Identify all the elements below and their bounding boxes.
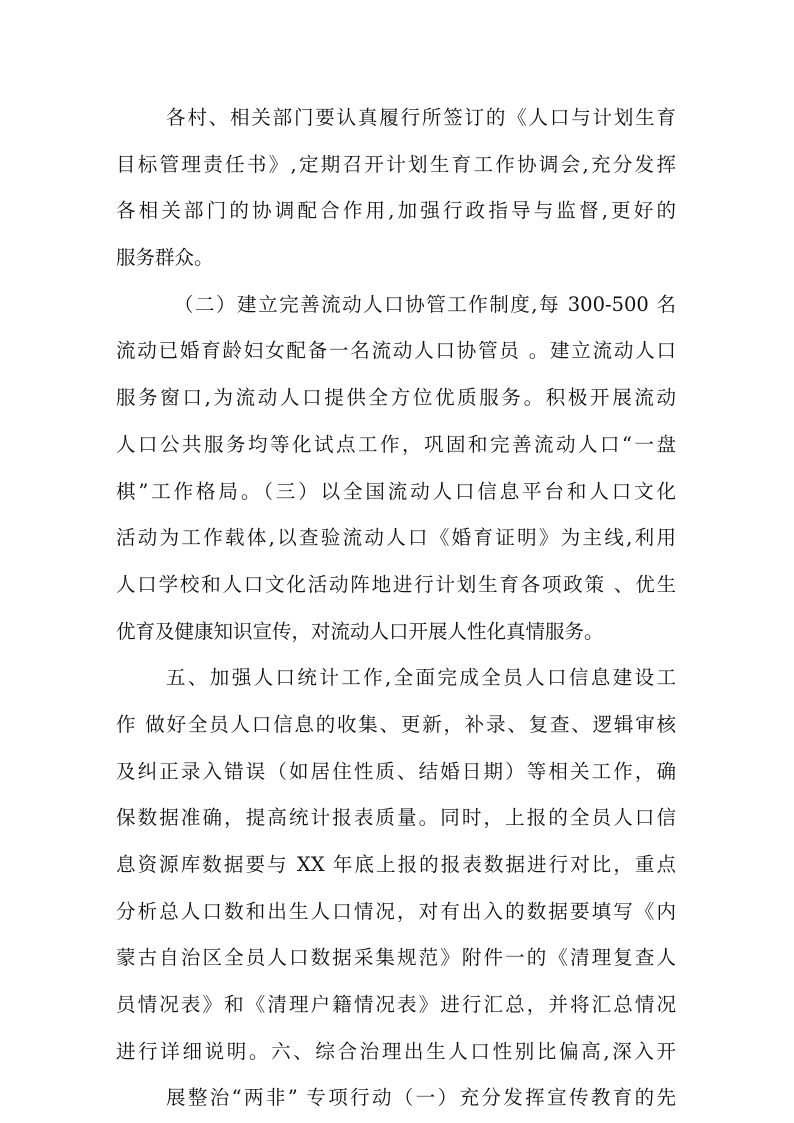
text-line: 保数据准确，提高统计报表质量。同时，上报的全员人口信 xyxy=(116,806,676,830)
text-line: 进行详细说明。六、综合治理出生人口性别比偏高,深入开 xyxy=(116,1039,676,1063)
text-line: 活动为工作载体,以查验流动人口《婚育证明》为主线,利用 xyxy=(116,526,676,550)
text-line: 优育及健康知识宣传，对流动人口开展人性化真情服务。 xyxy=(116,619,604,643)
text-line: 五、加强人口统计工作,全面完成全员人口信息建设工 xyxy=(166,666,676,690)
text-line: （二）建立完善流动人口协管工作制度,每 300-500 名 xyxy=(174,292,676,316)
text-line: 目标管理责任书》,定期召开计划生育工作协调会,充分发挥 xyxy=(116,152,676,176)
body-text xyxy=(116,95,676,1122)
text-line: 人口公共服务均等化试点工作，巩固和完善流动人口“一盘 xyxy=(116,432,676,456)
text-line: 服务群众。 xyxy=(116,246,214,270)
text-line: 人口学校和人口文化活动阵地进行计划生育各项政策 、优生 xyxy=(116,572,676,596)
text-line: 棋”工作格局。（三）以全国流动人口信息平台和人口文化 xyxy=(116,479,676,503)
text-line: 流动已婚育龄妇女配备一名流动人口协管员 。建立流动人口 xyxy=(116,339,676,363)
text-line: 服务窗口,为流动人口提供全方位优质服务。积极开展流动 xyxy=(116,386,676,410)
text-line: 及纠正录入错误（如居住性质、结婚日期）等相关工作，确 xyxy=(116,759,676,783)
text-line: 各相关部门的协调配合作用,加强行政指导与监督,更好的 xyxy=(116,199,676,223)
text-line: 蒙古自治区全员人口数据采集规范》附件一的《清理复查人 xyxy=(116,946,676,970)
text-line: 分析总人口数和出生人口情况，对有出入的数据要填写《内 xyxy=(116,899,676,923)
text-line: 员情况表》和《清理户籍情况表》进行汇总，并将汇总情况 xyxy=(116,993,676,1017)
text-line: 息资源库数据要与 XX 年底上报的报表数据进行对比，重点 xyxy=(116,853,676,876)
text-line: 作 做好全员人口信息的收集、更新，补录、复查、逻辑审核 xyxy=(116,712,676,736)
text-line: 各村、相关部门要认真履行所签订的《人口与计划生育 xyxy=(166,106,676,129)
text-line: 展整治“两非” 专项行动（一）充分发挥宣传教育的先 xyxy=(166,1086,676,1110)
